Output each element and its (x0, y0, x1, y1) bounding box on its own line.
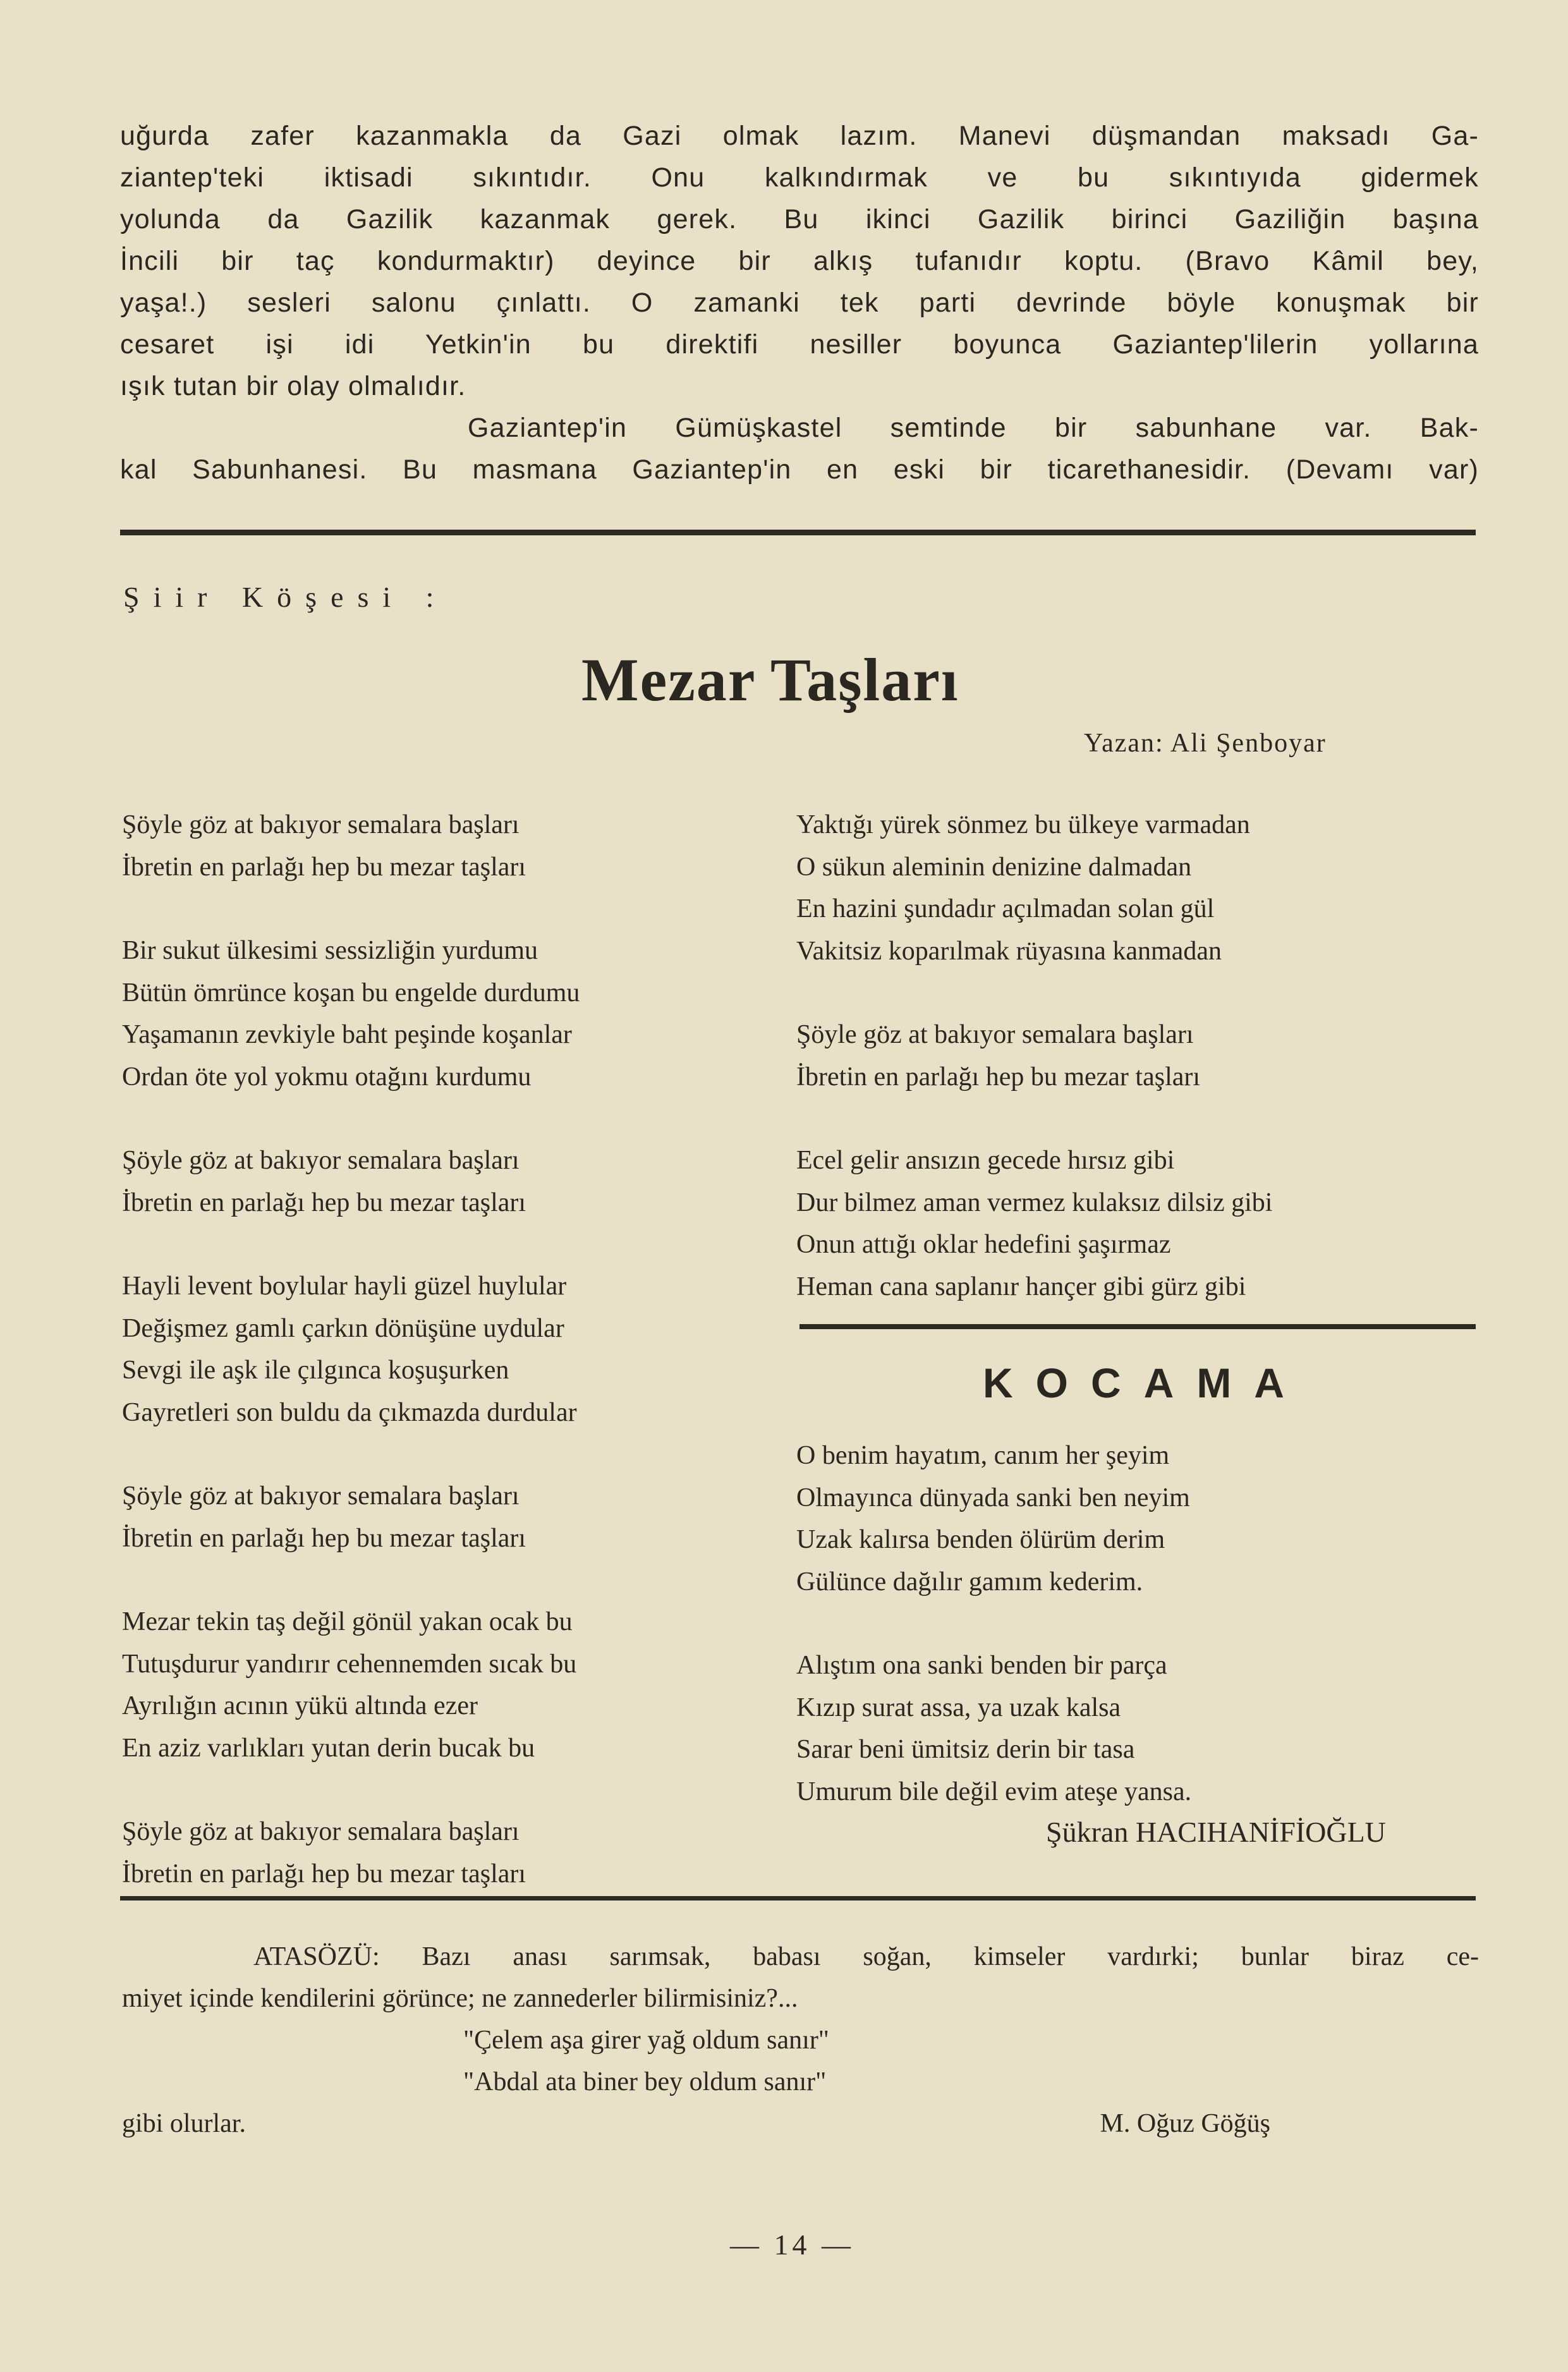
poem-corner-heading: Şiir Köşesi : (123, 581, 448, 613)
verse-line: Şöyle göz at bakıyor semalara başları (122, 1146, 520, 1175)
poem-right-column (796, 804, 1479, 1308)
verse-line: Tutuşdurur yandırır cehennemden sıcak bu (122, 1649, 577, 1679)
verse-line: Şöyle göz at bakıyor semalara başları (122, 810, 520, 839)
verse-line: En aziz varlıkları yutan derin bucak bu (122, 1733, 535, 1763)
proverb-first-line (122, 1936, 1479, 1978)
verse-line: İbretin en parlağı hep bu mezar taşları (122, 1859, 526, 1888)
stanza (796, 1645, 1479, 1813)
page-number: — 14 — (730, 2229, 854, 2261)
verse-line: O sükun aleminin denizine dalmadan (796, 852, 1192, 882)
verse-line: Ecel gelir ansızın gecede hırsız gibi (796, 1146, 1175, 1175)
proverb-ending: gibi olurlar. (122, 2109, 246, 2138)
proverb-text: Bazı anası sarımsak, babası soğan, kimseler vardırki; bunlar biraz ce- (422, 1942, 1479, 1971)
stanza (122, 1811, 773, 1895)
proverb-second-line: miyet içinde kendilerini görünce; ne zannederler bilirmisiniz?... (122, 1984, 798, 2013)
stanza (122, 804, 773, 888)
verse-line: Şöyle göz at bakıyor semalara başları (122, 1817, 520, 1846)
prose-line: uğurda zafer kazanmakla da Gazi olmak lazım. Manevi düşmandan maksadı Ga- (120, 121, 1479, 151)
verse-line: Vakitsiz koparılmak rüyasına kanmadan (796, 936, 1222, 966)
verse-line: Onun attığı oklar hedefini şaşırmaz (796, 1230, 1171, 1259)
stanza (122, 1265, 773, 1433)
verse-line: Kızıp surat assa, ya uzak kalsa (796, 1693, 1121, 1722)
verse-line: Gayretleri son buldu da çıkmazda durdular (122, 1397, 577, 1427)
verse-line: Şöyle göz at bakıyor semalara başları (122, 1481, 520, 1511)
poem2-title: KOCAMA (983, 1359, 1307, 1406)
verse-line: Olmayınca dünyada sanki ben neyim (796, 1483, 1190, 1512)
poem2-author: Şükran HACIHANİFİOĞLU (1046, 1816, 1386, 1848)
verse-line: O benim hayatım, canım her şeyim (796, 1441, 1170, 1470)
verse-line: Değişmez gamlı çarkın dönüşüne uydular (122, 1313, 564, 1343)
verse-line: Bütün ömrünce koşan bu engelde durdumu (122, 978, 580, 1007)
verse-line: İbretin en parlağı hep bu mezar taşları (122, 852, 526, 882)
stanza (796, 804, 1479, 972)
divider-rule (120, 1896, 1476, 1901)
prose-line: cesaret işi idi Yetkin'in bu direktifi nesiller boyunca Gaziantep'lilerin yollarına (120, 329, 1479, 360)
proverb-quote: "Çelem aşa girer yağ oldum sanır" (463, 2026, 829, 2055)
verse-line: Şöyle göz at bakıyor semalara başları (796, 1020, 1194, 1049)
prose-line: ziantep'teki iktisadi sıkıntıdır. Onu kalkındırmak ve bu sıkıntıyıda gidermek (120, 162, 1479, 193)
proverb-section (122, 1936, 1479, 2144)
verse-line: Sevgi ile aşk ile çılgınca koşuşurken (122, 1356, 509, 1385)
verse-line: Ayrılığın acının yükü altında ezer (122, 1691, 478, 1720)
article-continuation (120, 115, 1479, 490)
verse-line: Mezar tekin taş değil gönül yakan ocak bu (122, 1607, 573, 1636)
stanza (796, 1435, 1479, 1603)
stanza (796, 1140, 1479, 1308)
verse-line: İbretin en parlağı hep bu mezar taşları (122, 1188, 526, 1217)
stanza (122, 1475, 773, 1559)
poem-left-column (122, 804, 773, 1937)
verse-line: Ordan öte yol yokmu otağını kurdumu (122, 1062, 532, 1092)
verse-line: Hayli levent boylular hayli güzel huylular (122, 1272, 567, 1301)
poem2-column (796, 1435, 1479, 1854)
poem-title: Mezar Taşları (581, 646, 959, 714)
proverb-label: ATASÖZÜ: (253, 1942, 380, 1971)
divider-rule (799, 1324, 1476, 1329)
verse-line: En hazini şundadır açılmadan solan gül (796, 894, 1215, 923)
verse-line: İbretin en parlağı hep bu mezar taşları (122, 1523, 526, 1553)
stanza (796, 1014, 1479, 1098)
verse-line: Dur bilmez aman vermez kulaksız dilsiz gibi (796, 1188, 1273, 1217)
prose-line: yaşa!.) sesleri salonu çınlattı. O zamanki tek parti devrinde böyle konuşmak bir (120, 288, 1479, 318)
stanza (122, 930, 773, 1098)
proverb-quote: "Abdal ata biner bey oldum sanır" (463, 2067, 827, 2096)
stanza (122, 1140, 773, 1224)
prose-line: yolunda da Gazilik kazanmak gerek. Bu ikinci Gazilik birinci Gaziliğin başına (120, 204, 1479, 234)
prose-line: ışık tutan bir olay olmalıdır. (120, 371, 466, 401)
verse-line: Sarar beni ümitsiz derin bir tasa (796, 1735, 1135, 1764)
prose-line: kal Sabunhanesi. Bu masmana Gaziantep'in en eski bir ticarethanesidir. (Devamı var) (120, 454, 1479, 485)
verse-line: İbretin en parlağı hep bu mezar taşları (796, 1062, 1201, 1092)
verse-line: Umurum bile değil evim ateşe yansa. (796, 1777, 1192, 1806)
verse-line: Yaşamanın zevkiyle baht peşinde koşanlar (122, 1020, 572, 1049)
verse-line: Yaktığı yürek sönmez bu ülkeye varmadan (796, 810, 1250, 839)
stanza (122, 1601, 773, 1769)
prose-line: İncili bir taç kondurmaktır) deyince bir alkış tufanıdır koptu. (Bravo Kâmil bey, (120, 246, 1479, 276)
verse-line: Uzak kalırsa benden ölürüm derim (796, 1525, 1165, 1554)
verse-line: Alıştım ona sanki benden bir parça (796, 1651, 1167, 1680)
proverb-closing-row (122, 2103, 1479, 2144)
poem-author: Yazan: Ali Şenboyar (1084, 729, 1327, 758)
prose-line: Gaziantep'in Gümüşkastel semtinde bir sabunhane var. Bak- (468, 413, 1479, 443)
divider-rule (120, 530, 1476, 535)
verse-line: Heman cana saplanır hançer gibi gürz gibi (796, 1272, 1246, 1301)
verse-line: Gülünce dağılır gamım kederim. (796, 1567, 1143, 1597)
proverb-author: M. Oğuz Göğüş (1100, 2109, 1270, 2138)
verse-line: Bir sukut ülkesimi sessizliğin yurdumu (122, 936, 538, 965)
